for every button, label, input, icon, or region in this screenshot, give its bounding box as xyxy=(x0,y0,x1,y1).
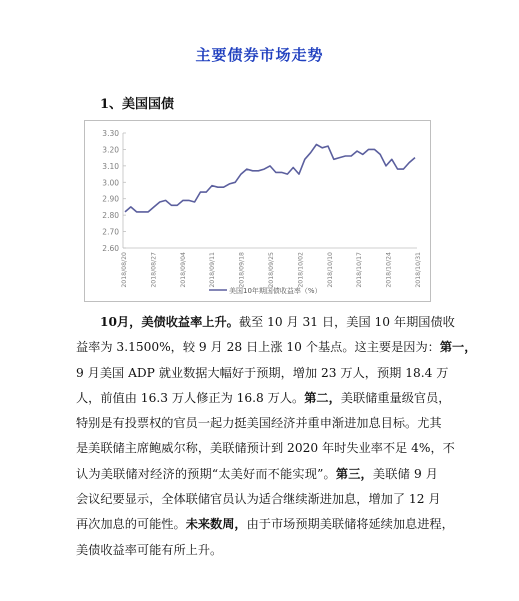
para-line xyxy=(76,462,438,487)
x-tick-label: 2018/10/17 xyxy=(356,252,364,288)
x-tick-label: 2018/10/31 xyxy=(415,252,422,288)
x-tick-label: 2018/09/11 xyxy=(209,252,217,288)
para-line xyxy=(76,310,455,335)
y-tick-label: 3.30 xyxy=(102,129,119,138)
para-line: 是美联储主席鲍威尔称，美联储预计到 2020 年时失业率不足 4%，不 xyxy=(76,441,455,456)
para-line: 美债收益率可能有所上升。 xyxy=(76,542,223,557)
x-tick-label: 2018/09/25 xyxy=(268,252,275,288)
para-line: 会议纪要显示，全体联储官员认为适合继续渐进加息，增加了 12 月 xyxy=(76,492,441,507)
x-tick-label: 2018/09/04 xyxy=(179,252,187,288)
text: 人，前值由 16.3 万人修正为 16.8 万人。 xyxy=(76,390,305,405)
text: 截至 10 月 31 日，美国 10 年期国债收 xyxy=(238,315,455,329)
y-tick-label: 2.60 xyxy=(102,244,119,253)
text: 美联储重量级官员， xyxy=(340,390,451,405)
bold-third: 第三， xyxy=(335,466,373,481)
x-tick-label: 2018/10/24 xyxy=(385,252,393,288)
para-line: 9 月美国 ADP 就业数据大幅好于预期，增加 23 万人，预期 18.4 万 xyxy=(76,365,449,380)
text: 再次加息的可能性。 xyxy=(76,517,186,532)
bold-first: 第一， xyxy=(439,340,477,355)
page-title: 主要债券市场走势 xyxy=(195,46,324,64)
text: 认为美联储对经济的预期“太美好而不能实现”。 xyxy=(76,466,336,481)
y-tick-label: 2.90 xyxy=(102,194,119,204)
x-tick-label: 2018/09/18 xyxy=(238,252,246,288)
y-tick-label: 3.20 xyxy=(102,145,119,155)
text: 美联储 9 月 xyxy=(372,466,438,481)
x-tick-label: 2018/08/27 xyxy=(150,252,158,288)
y-tick-label: 3.00 xyxy=(102,178,119,188)
text: 由于市场预期美联储将延续加息进程， xyxy=(246,517,454,532)
text: 益率为 3.1500%，较 9 月 28 日上涨 10 个基点。这主要是因为： xyxy=(76,340,440,355)
analysis-paragraph xyxy=(76,310,477,563)
y-tick-label: 2.80 xyxy=(102,211,119,221)
bold-outlook: 未来数周， xyxy=(185,517,247,532)
treasury-yield-chart xyxy=(85,121,430,301)
para-line: 特别是有投票权的官员一起力挺美国经济并重申渐进加息目标。尤其 xyxy=(76,416,442,431)
chart-frame xyxy=(84,120,431,302)
bold-second: 第二， xyxy=(304,390,341,405)
legend-label: 美国10年期国债收益率（%） xyxy=(229,287,322,295)
para-line xyxy=(76,386,451,411)
y-tick-label: 2.70 xyxy=(102,227,119,237)
x-tick-label: 2018/10/02 xyxy=(297,252,305,288)
x-tick-label: 2018/08/20 xyxy=(121,252,128,288)
bold-lead: 10月，美债收益率上升。 xyxy=(100,315,239,329)
para-line xyxy=(76,335,477,360)
series-line xyxy=(125,145,415,212)
y-tick-label: 3.10 xyxy=(102,161,119,171)
section-heading: 1、美国国债 xyxy=(100,97,175,112)
para-line xyxy=(76,512,454,537)
x-tick-label: 2018/10/10 xyxy=(326,251,334,288)
